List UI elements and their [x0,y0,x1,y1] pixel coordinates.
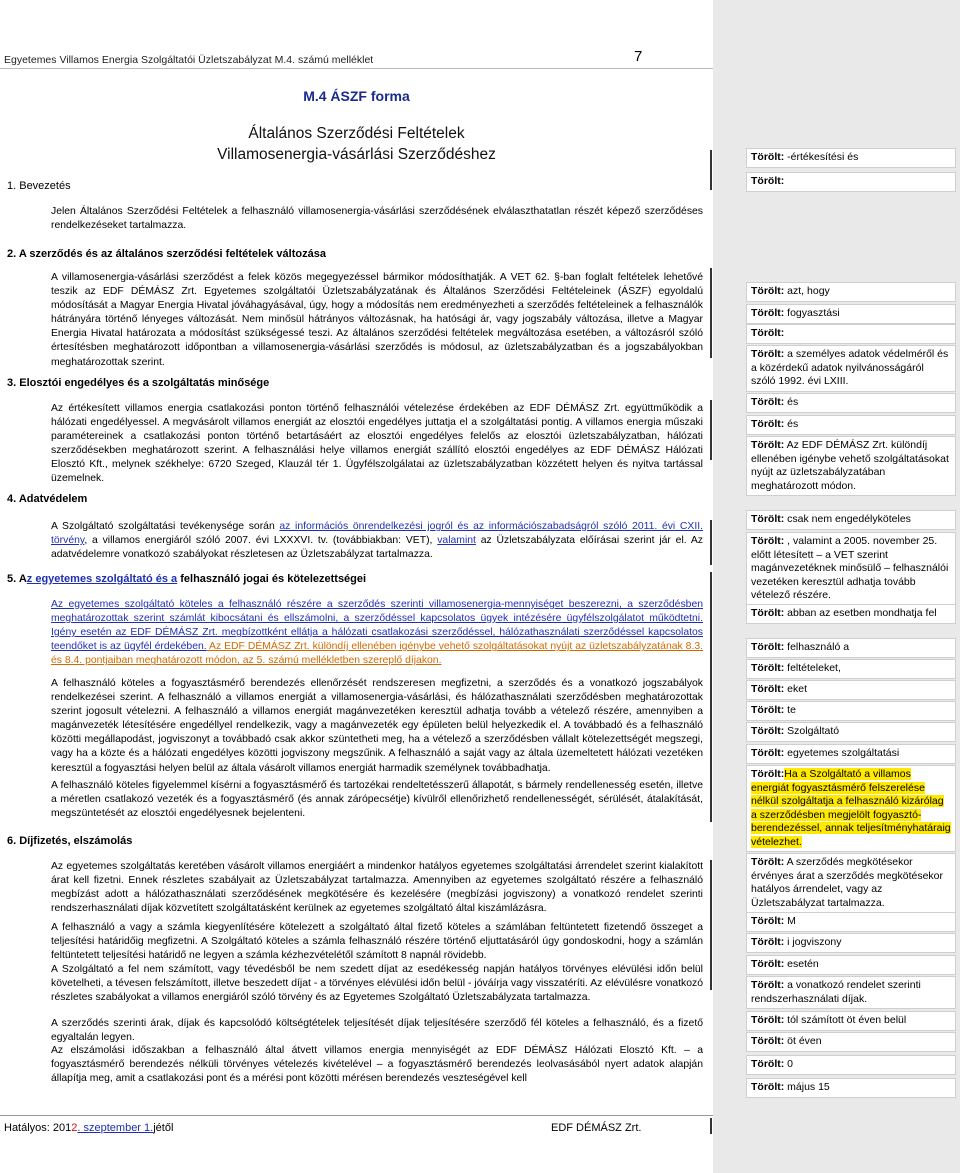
deleted-text-balloon[interactable] [746,744,956,764]
section-2-heading: 2. A szerződés és az általános szerződési feltételek változása [7,248,326,260]
section-5-inserted: z egyetemes szolgáltató és a [26,573,178,585]
balloon-label: Törölt: [751,747,785,759]
balloon-text: egyetemes szolgáltatási [784,747,900,759]
doc-title-line1: Általános Szerződési Feltételek [248,125,465,142]
section-5-moved-text: Az EDF DÉMÁSZ Zrt. különdíj ellenében igénybe vehető szolgáltatásokat nyújt az üzletszabályzatának 8.3. és 8.4. pontjaiban meghatározott módon, az 5. számú mellékletben szereplő díjakon. [51,641,703,667]
change-bar [710,268,712,358]
balloon-label: Törölt: [751,936,785,948]
balloon-text: tól számított öt éven belül [784,1014,907,1026]
deleted-text-balloon[interactable] [746,532,956,606]
change-bar [710,400,712,460]
balloon-label: Törölt: [751,285,785,297]
balloon-label: Törölt: [751,439,785,451]
balloon-label: Törölt: [751,768,785,780]
balloon-text: Szolgáltató [784,725,840,737]
balloon-label: Törölt: [751,856,785,868]
deleted-text-balloon[interactable] [746,853,956,913]
footer-company: EDF DÉMÁSZ Zrt. [551,1122,642,1134]
balloon-text: a vonatkozó rendelet szerinti rendszerhasználati díjak. [751,979,921,1005]
deleted-text-balloon[interactable] [746,393,956,413]
footer-divider [0,1115,713,1116]
deleted-text-balloon[interactable] [746,510,956,530]
deleted-text-balloon[interactable] [746,701,956,721]
deleted-text-balloon[interactable] [746,976,956,1009]
section-4-law-link: az információs önrendelkezési jogról és az információszabadságról szóló 2011. évi CXII. törvény [51,521,703,547]
balloon-label: Törölt: [751,662,785,674]
deleted-text-balloon[interactable] [746,765,956,852]
change-bar [710,860,712,990]
deleted-text-balloon[interactable] [746,1011,956,1031]
deleted-text-balloon[interactable] [746,722,956,742]
balloon-text: feltételeket, [784,662,841,674]
header-divider [0,68,713,69]
section-1-heading: 1. Bevezetés [7,180,71,192]
section-6-para-3: A Szolgáltató a fel nem számított, vagy tévedésből be nem szedett díjat az esedékesség napján hatályos törvényes elévülési időn belül követelheti, a tévesen felszámított, illetve beszedett díjat - a törvényes elévülési időn belül - jóváírja vagy visszatéríti. Az elévülésre vonatkozó részletes szabályokat a villamos energiáról szóló törvény és az Egyetemes Szolgáltató Üzletszabályzata tartalmazza. [51,964,703,1004]
deleted-text-balloon[interactable] [746,659,956,679]
section-6-para-4: A szerződés szerinti árak, díjak és kapcsolódó költségtételek teljesítését díjak teljesítésére szerződő fél köteles a felhasználó, és a fizető egyaltalán legyen. [51,1018,703,1044]
doc-title-line2: Villamosenergia-vásárlási Szerződéshez [217,146,496,163]
section-6-para-5: Az elszámolási időszakban a felhasználó által átvett villamos energia mennyiségét az EDF DÉMÁSZ Hálózati Elosztó Kft. – a fogyasztásmérő berendezés nélküli törvényes vételezés kivételével – a fogyasztásmérő berendezés leolvasásából nyert adatok alapján állapítja meg, amit a csatlakozási pont és a mérési pont közötti mérésen berendezés veszteségével kell [51,1045,703,1085]
balloon-text: M [784,915,796,927]
section-1-text: Jelen Általános Szerződési Feltételek a felhasználó villamosenergia-vásárlási szerződésének elválaszthatatlan részét képező szerződéses rendelkezéseket tartalmazza. [51,206,703,232]
page-number: 7 [634,48,643,65]
section-4-valamint: valamint [437,535,476,547]
footer-red: 2 [71,1122,78,1134]
balloon-label: Törölt: [751,683,785,695]
section-4-text-a: A Szolgáltató szolgáltatási tevékenysége során [51,521,280,532]
balloon-text: fogyasztási [784,307,840,319]
balloon-label: Törölt: [751,1058,785,1070]
section-5-heading [7,573,366,585]
section-4-text [51,520,703,562]
section-3-heading: 3. Elosztói engedélyes és a szolgáltatás minősége [7,377,270,389]
balloon-label: Törölt: [751,607,785,619]
balloon-label: Törölt: [751,535,785,547]
balloon-label: Törölt: [751,725,785,737]
footer-inserted: . szeptember 1. [77,1122,154,1134]
section-5-para-3: A felhasználó köteles figyelemmel kísérni a fogyasztásmérő és tartozékai rendeltetésszerű állapotát, s bármely rendellenesség esetén, illetve a méretlen csatlakozó vezeték és a fogyasztásmérő (és annak zárópecsétje) kívülről ellenőrizhető rendellenességét, sérülését, átalakítását, megszüntetését az elosztói engedélyesnek bejelenteni. [51,780,703,820]
balloon-text: A szerződés megkötésekor érvényes árat a szerződés megkötésekor hatályos árrendelet, vagy az Üzletszabályzat tartalmazza. [751,856,944,909]
deleted-text-balloon[interactable] [746,282,956,302]
balloon-text: és [784,418,799,430]
deleted-text-balloon[interactable] [746,324,956,344]
deleted-text-balloon[interactable] [746,638,956,658]
deleted-text-balloon[interactable] [746,304,956,324]
balloon-text: eket [784,683,808,695]
balloon-text: i jogviszony [784,936,842,948]
balloon-text: felhasználó a [784,641,850,653]
balloon-text: Ha a Szolgáltató a villamos energiát fogyasztásmérő felszerelése nélkül szolgáltatja a felhasználó kizárólag a szerződésben megjelölt fogyasztó-berendezéssel, annak teljesítményhatáraig vételezhet. [751,768,951,848]
balloon-label: Törölt: [751,327,785,339]
balloon-label: Törölt: [751,704,785,716]
balloon-text: a személyes adatok védelméről és a közérdekű adatok nyilvánosságáról szóló 1992. évi LXIII. [751,348,949,387]
deleted-text-balloon[interactable] [746,1055,956,1075]
change-bar [710,520,712,565]
deleted-text-balloon[interactable] [746,436,956,496]
deleted-text-balloon[interactable] [746,912,956,932]
balloon-label: Törölt: [751,513,785,525]
balloon-label: Törölt: [751,151,785,163]
balloon-text: azt, hogy [784,285,830,297]
balloon-label: Törölt: [751,348,785,360]
balloon-label: Törölt: [751,418,785,430]
deleted-text-balloon[interactable] [746,415,956,435]
deleted-text-balloon[interactable] [746,172,956,192]
section-2-text: A villamosenergia-vásárlási szerződést a felek közös megegyezéssel bármikor módosíthatják. A VET 62. §-ban foglalt feltételek lehetővé teszik az EDF DÉMÁSZ Zrt. Egyetemes szolgáltatói Üzletszabályzatának és Általános Szerződési Feltételeinek (ÁSZF) egyoldalú módosítását a Magyar Energia Hivatal jóváhagyásával, úgy, hogy a módosítás nem eredményezheti a szerződés feltételeinek a felhasználók hátrányára történő lényeges változását. Nem minősül hátrányos változásnak, ha hatósági ár, vagy jogszabály változása, illetve a Magyar Energia Hivatal határozata a módosítást szükségessé teszi. Az általános szerződési feltételek megváltozása esetében, a változásról szóló értesítésben meghatározott időpontban a villamosenergia-vásárlási szerződés is módosul, az üzletszabályzatban és a jogszabályokban meghatározottak szerint. [51,272,703,368]
balloon-text: te [784,704,796,716]
section-6-para-2: A felhasználó a vagy a számla kiegyenlítésére kötelezett a szolgáltató által fizető köteles a számlában feltüntetett fizetendő összeget a teljesítési határidőig megfizetni. A Szolgáltató köteles a számla felhasználó részére történő eljuttatásáról úgy gondoskodni, hogy a számlán feltüntetett teljesítési határidő ne legyen a számla kézhezvételétől számított 8 napnál rövidebb. [51,922,703,962]
section-5-rest: felhasználó jogai és kötelezettségei [177,573,367,585]
section-5-para-1 [51,598,703,668]
section-4-text-b: , a villamos energiáról szóló 2007. évi LXXXVI. tv. (továbbiakban: VET), [84,535,438,547]
balloon-label: Törölt: [751,979,785,991]
deleted-text-balloon[interactable] [746,680,956,700]
change-bar [710,572,712,822]
deleted-text-balloon[interactable] [746,604,956,624]
balloon-label: Törölt: [751,1081,785,1093]
section-4-text-c: az Üzletszabályzata előírásai szerint jár el. Az adatvédelemre vonatkozó szabályokat részletesen az Üzletszabályzat tartalmazza. [51,535,703,561]
balloon-label: Törölt: [751,396,785,408]
section-4-heading: 4. Adatvédelem [7,493,88,505]
section-6-para-1: Az egyetemes szolgáltatás keretében vásárolt villamos energiáért a mindenkor hatályos egyetemes szolgáltatási árrendelet szerint kialakított árat kell fizetni. Ennek részletes szabályait az Üzletszabályzat tartalmazza. Amennyiben az egyetemes szolgáltató részére a felhasználó megbízást adott a hálózathasználati szerződésének megkötésére és kezelésére (megbízási jogviszony) a vonatkozó rendelet szerinti rendszerhasználati díjak közvetített szolgáltatásként kerülnek az egyetemes szolgáltató által kiszámlázásra. [51,861,703,915]
balloon-label: Törölt: [751,307,785,319]
running-header: Egyetemes Villamos Energia Szolgáltatói Üzletszabályzat M.4. számú melléklet [4,54,374,66]
balloon-label: Törölt: [751,1035,785,1047]
section-3-text: Az értékesített villamos energia csatlakozási ponton történő felhasználói vételezése érdekében az EDF DÉMÁSZ Zrt. együttműködik a hálózati engedélyessel. A megvásárolt villamos energiát az elosztói engedélyes juttatja el a szolgáltatási pontig. A villamos energia műszaki paramétereinek a csatlakozási ponton történő betartásáért az elosztói engedélyes felelős az elosztói üzletszabályzatban, hálózati szerződésekben meghatározott szerint. A felhasználási helye villamos energiát szállító elosztói engedélyes az EDF DÉMÁSZ Hálózati Elosztó Kft., melynek székhelye: 6720 Szeged, Klauzál tér 1. Ügyfélszolgálatai az üzletszabályzatban közzétett helyen és nyitva tartással üzemelnek. [51,403,703,485]
balloon-text: , valamint a 2005. november 25. előtt létesített – a VET szerint magánvezetéknek minősülő – felhasználói vezetéken keresztül adhatja tovább vételező részére. [751,535,949,601]
deleted-text-balloon[interactable] [746,345,956,392]
balloon-text: öt éven [784,1035,822,1047]
balloon-label: Törölt: [751,641,785,653]
footer-suffix: jétől [153,1122,174,1134]
form-title: M.4 ÁSZF forma [303,88,410,104]
section-5-para-2: A felhasználó köteles a fogyasztásmérő berendezés ellenőrzését rendszeresen megfizetni, a szerződés és a vonatkozó jogszabályok rendelkezései szerint. A felhasználó a villamos energiát a villamosenergia-vásárlási, és hálózathasználati szerződésben meghatározottak szerint jogosult vételezni. A felhasználó a villamos energiát magánvezetéken keresztül adhatja tovább a vételező részére, amennyiben a magánvezeték létesítésére engedéllyel rendelkezik, vagy a magánvezeték egy épületen belül helyezkedik el. A továbbadó és a felhasználó közötti megállapodást, jogviszonyt a továbbadó csak akkor szüntetheti meg, ha a vételező a szerződésben vállalt kötelezettségét megszegi, vagy ha a közte és a hálózati engedélyes közötti jogviszony megszűnik. A felhasználó a saját vagy az általa üzemeltetett hálózati vezetéken keresztül a fogyasztási helyen belül az általa vásárolt villamos energiát harmadik személynek továbbadhatja. [51,678,703,774]
balloon-label: Törölt: [751,175,785,187]
balloon-text: esetén [784,958,819,970]
section-5-num: 5. A [7,573,27,585]
deleted-text-balloon[interactable] [746,148,956,168]
balloon-label: Törölt: [751,1014,785,1026]
balloon-text: Az EDF DÉMÁSZ Zrt. különdíj ellenében igénybe vehető szolgáltatásokat nyújt az üzletszabályzatában meghatározott módon. [751,439,949,492]
deleted-text-balloon[interactable] [746,933,956,953]
section-6-heading: 6. Díjfizetés, elszámolás [7,835,133,847]
deleted-text-balloon[interactable] [746,955,956,975]
balloon-label: Törölt: [751,958,785,970]
section-5-inserted-text: Az egyetemes szolgáltató köteles a felhasználó részére a szerződés szerinti villamosenergia-mennyiséget beszerezni, a szerződésben meghatározottak szerint számlát kibocsátani és ellszámolni, a szerződéssel kapcsolatos ügyek intézésére ügyfélszolgálatot működtetni. Igény esetén az EDF DÉMÁSZ Zrt. megbízottként ellátja a hálózati csatlakozási szerződéssel, hálózathasználati szerződéssel kapcsolatos teendőket is az ügyfél érdekében. [51,599,703,653]
balloon-text: abban az esetben mondhatja fel [784,607,937,619]
footer-prefix: Hatályos: 201 [4,1122,72,1134]
change-bar [710,1118,712,1134]
balloon-text: -értékesítési és [784,151,859,163]
balloon-text: május 15 [784,1081,830,1093]
footer-effective-date [4,1122,173,1134]
balloon-text: 0 [784,1058,794,1070]
balloon-label: Törölt: [751,915,785,927]
change-bar [710,150,712,190]
balloon-text: csak nem engedélyköteles [784,513,911,525]
deleted-text-balloon[interactable] [746,1078,956,1098]
deleted-text-balloon[interactable] [746,1032,956,1052]
balloon-text: és [784,396,799,408]
